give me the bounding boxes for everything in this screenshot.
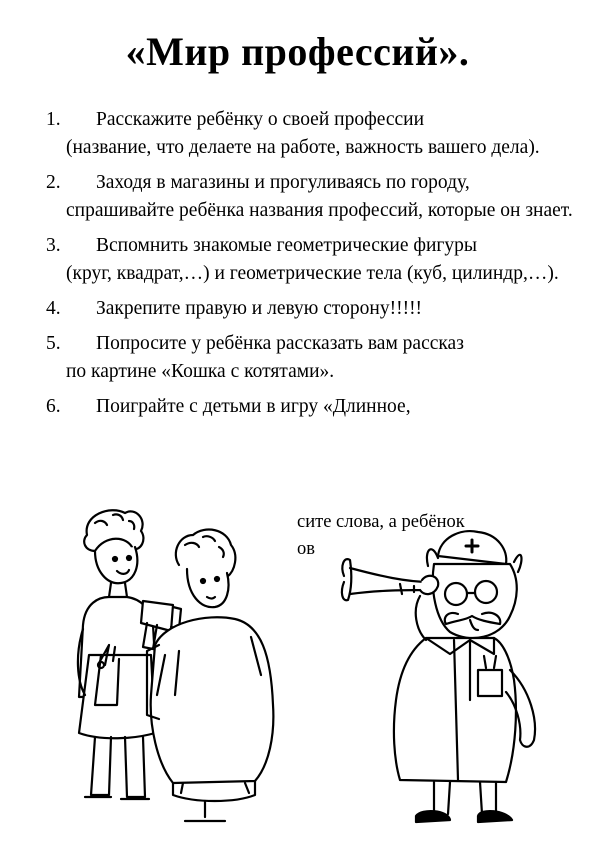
doctor-illustration [330, 520, 570, 835]
page-title: «Мир профессий». [125, 29, 470, 74]
hairdresser-illustration [55, 505, 305, 825]
item-text-continued: (название, что делаете на работе, важность вашего дела). [66, 137, 540, 158]
list-item [44, 106, 574, 162]
item-text: Вспомнить знакомые геометрические фигуры [96, 235, 478, 256]
item-text: Заходя в магазины и прогуливаясь по городу, [96, 172, 470, 193]
item-text: Расскажите ребёнку о своей профессии [96, 109, 425, 130]
instruction-list [44, 106, 574, 428]
item-number: 6. [46, 396, 61, 417]
list-item [44, 393, 574, 421]
list-item [44, 295, 574, 323]
text-fragment: ов [297, 539, 315, 559]
list-item [44, 169, 574, 225]
item-text: Поиграйте с детьми в игру «Длинное, [96, 396, 411, 417]
item-text-continued: по картине «Кошка с котятами». [66, 361, 335, 382]
item-number: 4. [46, 298, 61, 319]
list-item [44, 330, 574, 386]
item-text-continued: спрашивайте ребёнка названия профессий, которые он знает. [66, 200, 573, 221]
item-text-continued: (круг, квадрат,…) и геометрические тела (куб, цилиндр,…). [66, 263, 559, 284]
item-number: 3. [46, 235, 61, 256]
item-number: 1. [46, 109, 61, 130]
text-fragment: сите слова, а ребёнок [297, 512, 465, 532]
item-number: 5. [46, 333, 61, 354]
item-number: 2. [46, 172, 61, 193]
item-text: Попросите у ребёнка рассказать вам рассказ [96, 333, 464, 354]
item-text: Закрепите правую и левую сторону!!!!! [96, 298, 423, 319]
list-item [44, 232, 574, 288]
